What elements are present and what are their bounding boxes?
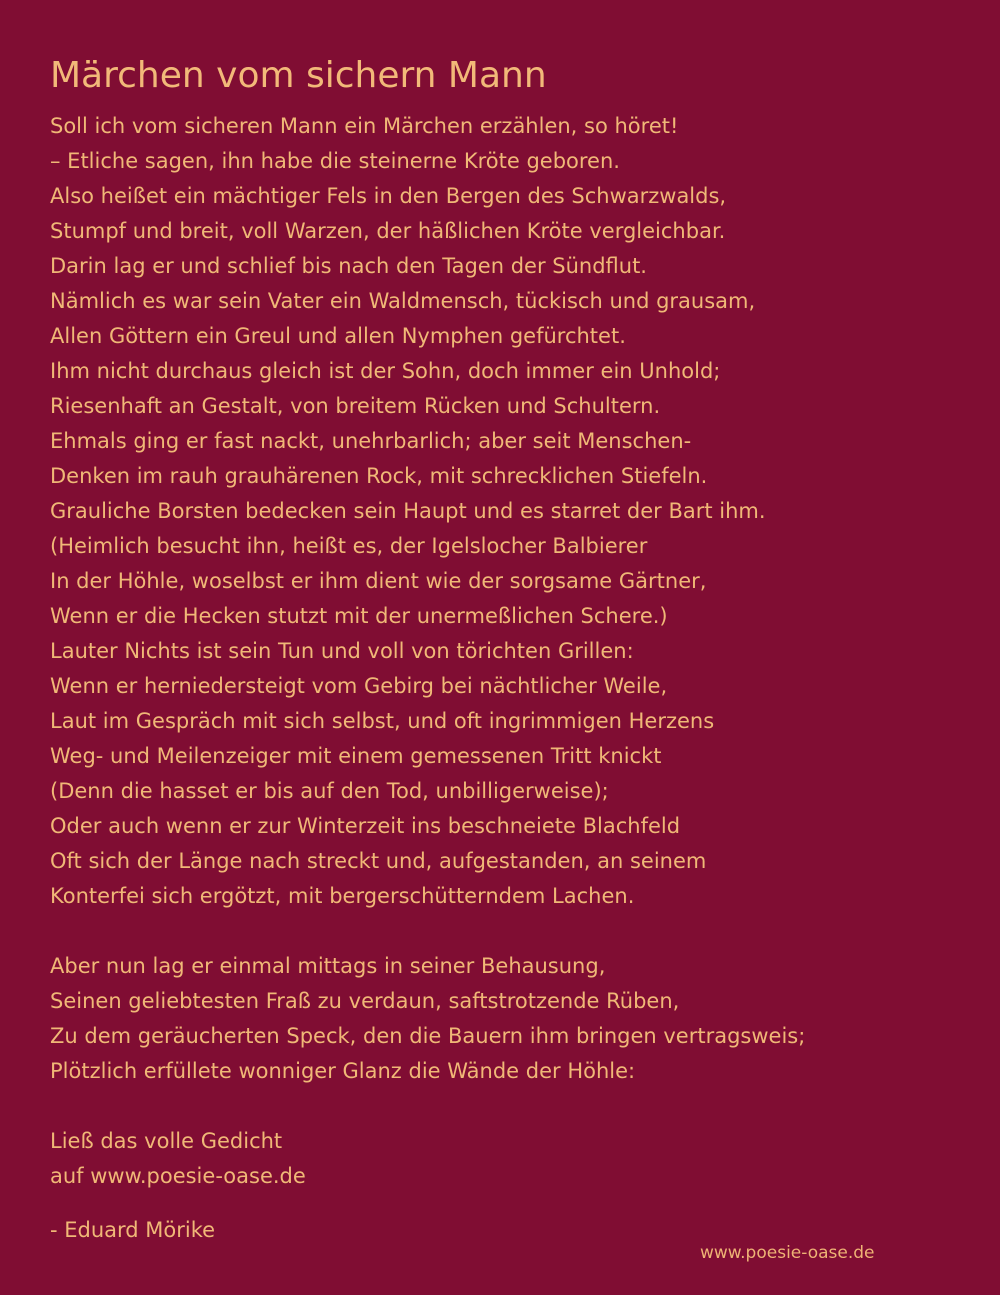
poem-line: Allen Göttern ein Greul und allen Nymphen gefürchtet.: [50, 324, 626, 348]
poem-line: Lauter Nichts ist sein Tun und voll von törichten Grillen:: [50, 639, 634, 663]
poem-line: Soll ich vom sicheren Mann ein Märchen erzählen, so höret!: [50, 114, 679, 138]
author-credit: - Eduard Mörike: [50, 1218, 216, 1242]
poem-line: Wenn er herniedersteigt vom Gebirg bei nächtlicher Weile,: [50, 674, 668, 698]
poem-stanza-1: [50, 109, 766, 914]
poem-line: Plötzlich erfüllete wonniger Glanz die Wände der Höhle:: [50, 1059, 636, 1083]
poem-line: Aber nun lag er einmal mittags in seiner Behausung,: [50, 954, 606, 978]
poem-line: Darin lag er und schlief bis nach den Tagen der Sündflut.: [50, 254, 647, 278]
note-line: Ließ das volle Gedicht: [50, 1129, 283, 1153]
poem-line: In der Höhle, woselbst er ihm dient wie der sorgsame Gärtner,: [50, 569, 707, 593]
poem-line: Laut im Gespräch mit sich selbst, und oft ingrimmigen Herzens: [50, 709, 715, 733]
poem-line: Seinen geliebtesten Fraß zu verdaun, saftstrotzende Rüben,: [50, 989, 680, 1013]
poem-line: Denken im rauh grauhärenen Rock, mit schrecklichen Stiefeln.: [50, 464, 708, 488]
poem-line: Weg- und Meilenzeiger mit einem gemessenen Tritt knickt: [50, 744, 662, 768]
poem-line: Konterfei sich ergötzt, mit bergerschütterndem Lachen.: [50, 884, 635, 908]
poem-line: Wenn er die Hecken stutzt mit der unermeßlichen Schere.): [50, 604, 668, 628]
poem-line: Stumpf und breit, voll Warzen, der häßlichen Kröte vergleichbar.: [50, 219, 726, 243]
poem-stanza-2: [50, 949, 805, 1089]
footer-website-link: www.poesie-oase.de: [700, 1243, 875, 1263]
poem-line: Grauliche Borsten bedecken sein Haupt und es starret der Bart ihm.: [50, 499, 766, 523]
poem-line: Nämlich es war sein Vater ein Waldmensch, tückisch und grausam,: [50, 289, 756, 313]
poem-line: Oft sich der Länge nach streckt und, aufgestanden, an seinem: [50, 849, 707, 873]
poem-line: Ehmals ging er fast nackt, unehrbarlich; aber seit Menschen-: [50, 429, 692, 453]
poem-line: Zu dem geräucherten Speck, den die Bauern ihm bringen vertragsweis;: [50, 1024, 806, 1048]
poem-line: (Denn die hasset er bis auf den Tod, unbilligerweise);: [50, 779, 609, 803]
poem-line: Riesenhaft an Gestalt, von breitem Rücken und Schultern.: [50, 394, 661, 418]
poem-line: – Etliche sagen, ihn habe die steinerne Kröte geboren.: [50, 149, 620, 173]
poem-line: Oder auch wenn er zur Winterzeit ins beschneiete Blachfeld: [50, 814, 681, 838]
poem-title: Märchen vom sichern Mann: [50, 55, 547, 96]
note-line-link: auf www.poesie-oase.de: [50, 1164, 306, 1188]
poem-line: Also heißet ein mächtiger Fels in den Bergen des Schwarzwalds,: [50, 184, 727, 208]
poem-line: Ihm nicht durchaus gleich ist der Sohn, doch immer ein Unhold;: [50, 359, 721, 383]
full-poem-note: [50, 1124, 306, 1194]
poem-line: (Heimlich besucht ihn, heißt es, der Igelslocher Balbierer: [50, 534, 648, 558]
